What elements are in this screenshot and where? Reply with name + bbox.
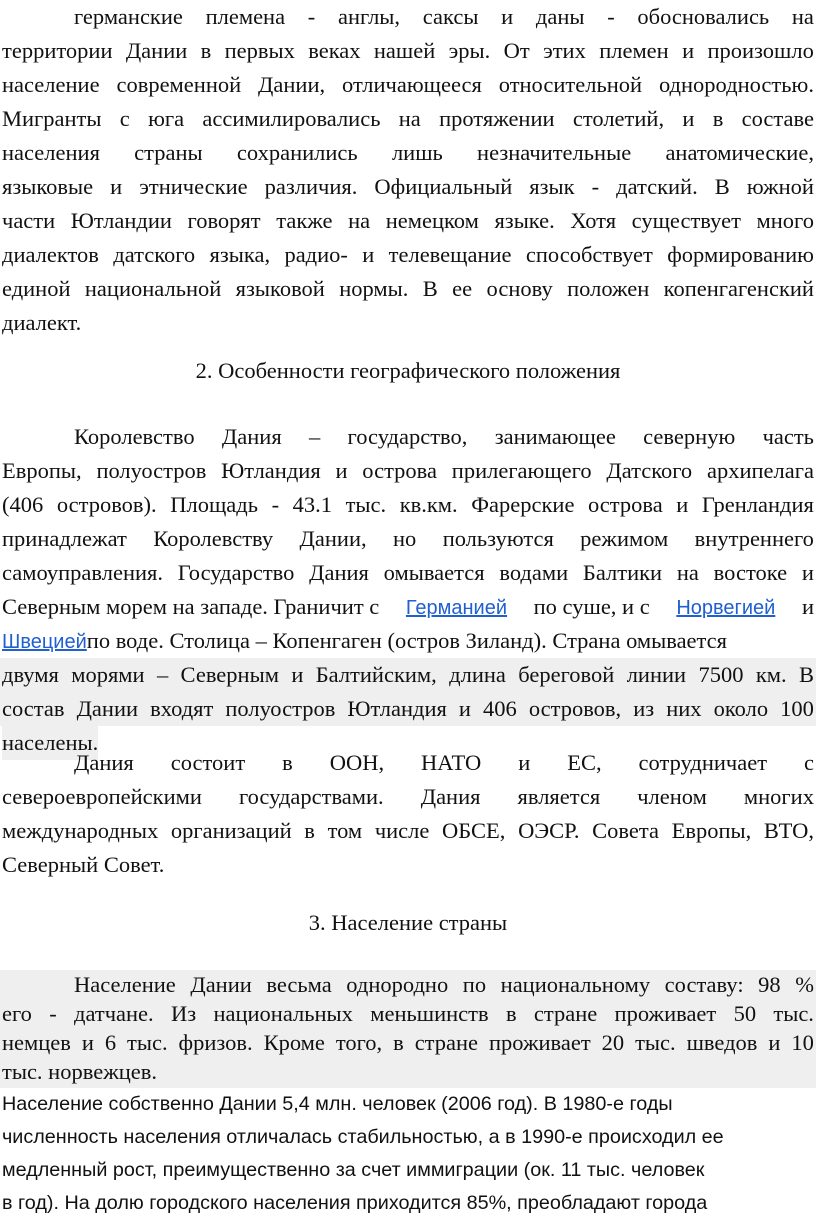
word: В: [422, 276, 438, 301]
word: состоит: [170, 750, 246, 775]
word: и: [335, 458, 348, 483]
word: и: [676, 492, 689, 517]
word: веках: [308, 38, 361, 63]
text-segment: и: [801, 594, 814, 619]
word: Официальный: [374, 174, 513, 199]
word: его: [2, 1001, 32, 1026]
word: и: [768, 1030, 781, 1055]
word: составе: [741, 106, 814, 131]
word: омывается: [383, 560, 485, 585]
word: фризов.: [178, 1030, 253, 1055]
word: из: [633, 696, 655, 721]
word: ассимилировались: [202, 106, 381, 131]
word: племен: [599, 38, 669, 63]
word: германские: [74, 4, 183, 29]
word: -: [607, 4, 615, 29]
word: –: [308, 424, 321, 449]
word: Дания: [420, 784, 481, 809]
word: ОБСЕ,: [442, 818, 506, 843]
word: занимающее: [494, 424, 616, 449]
word: пользуются: [442, 526, 554, 551]
word: Дании: [76, 696, 139, 721]
word: северную: [643, 424, 736, 449]
text-line: [0, 780, 816, 814]
section-heading-geography: 2. Особенности географического положения: [195, 358, 621, 383]
word: нашей: [373, 38, 436, 63]
text-line: [0, 0, 816, 34]
word: однородно: [346, 972, 449, 997]
word: и: [291, 662, 304, 687]
text-line: [0, 970, 816, 999]
word: положен: [567, 276, 650, 301]
word: Население: [74, 972, 176, 997]
text-segment: по суше, и с: [533, 594, 650, 619]
word: много: [756, 208, 814, 233]
word: языковые: [2, 174, 94, 199]
word: нормы.: [339, 276, 409, 301]
link-norway[interactable]: Норвегией: [676, 597, 776, 619]
word: на: [791, 4, 814, 29]
word: полуостров: [96, 458, 207, 483]
word: тыс.: [345, 492, 387, 517]
word: ее: [452, 276, 473, 301]
text-line: [0, 204, 816, 238]
word: Площадь: [170, 492, 258, 517]
word: телевещание: [388, 242, 512, 267]
word: Государство: [177, 560, 295, 585]
word: Мигранты: [2, 106, 102, 131]
word: этих: [543, 38, 586, 63]
word: языковой: [235, 276, 325, 301]
word: Северным: [180, 662, 279, 687]
word: режимом: [580, 526, 669, 551]
word: ВТО,: [763, 818, 814, 843]
word: членом: [637, 784, 707, 809]
word: в: [712, 106, 724, 131]
word: современной: [116, 72, 242, 97]
word: диалектов: [2, 242, 99, 267]
word: 406: [483, 696, 517, 721]
word: том: [327, 818, 363, 843]
word: Балтийским,: [315, 662, 437, 687]
word: лишь: [391, 140, 443, 165]
word: юга: [148, 106, 185, 131]
text-line: [0, 68, 816, 102]
text-line: [0, 136, 816, 170]
word: -: [49, 1001, 57, 1026]
word: 10: [791, 1030, 814, 1055]
word: полуостров: [225, 696, 336, 721]
word: Дании: [125, 38, 188, 63]
word: но: [393, 526, 417, 551]
text-line: медленный рост, преимущественно за счет иммиграции (ок. 11 тыс. человек: [2, 1159, 705, 1181]
paragraph-population-size: [0, 1088, 816, 1220]
text-segment: Северным морем на западе. Граничит с: [2, 594, 380, 619]
word: формированию: [667, 242, 814, 267]
word: протяжении: [439, 106, 555, 131]
word: и: [518, 750, 531, 775]
text-line: [0, 590, 816, 624]
word: произошло: [707, 38, 814, 63]
word: От: [503, 38, 530, 63]
text-line: диалект.: [2, 310, 82, 335]
word: национальных: [213, 1001, 353, 1026]
word: 50: [733, 1001, 757, 1026]
word: государство,: [347, 424, 468, 449]
word: основу: [486, 276, 553, 301]
word: этнические: [139, 174, 248, 199]
paragraph-geography: [0, 420, 816, 760]
text-line: [0, 522, 816, 556]
word: единой: [2, 276, 71, 301]
word: Ютландии: [70, 208, 172, 233]
text-line: [0, 692, 816, 726]
word: и: [801, 560, 814, 585]
word: них: [666, 696, 702, 721]
word: столетий,: [572, 106, 665, 131]
word: внутреннего: [694, 526, 814, 551]
word: составу:: [664, 972, 744, 997]
word: %: [795, 972, 814, 997]
word: стране: [414, 1030, 479, 1055]
word: населения: [2, 140, 100, 165]
word: на: [676, 560, 699, 585]
word: Дания: [74, 750, 134, 775]
text-line: [0, 34, 816, 68]
word: Королевству: [153, 526, 274, 551]
word: В: [798, 662, 814, 687]
word: язык: [529, 174, 575, 199]
word: части: [2, 208, 56, 233]
word: страны: [134, 140, 203, 165]
word: водами: [499, 560, 569, 585]
word: государствами.: [238, 784, 384, 809]
text-line: [0, 556, 816, 590]
word: проживает: [614, 1001, 717, 1026]
word: Фарерские: [471, 492, 575, 517]
word: южной: [746, 174, 814, 199]
word: двумя: [2, 662, 59, 687]
word: длина: [449, 662, 506, 687]
paragraph-membership: [0, 746, 816, 882]
text-line: численность населения отличалась стабильностью, а в 1990-е происходил ее: [2, 1126, 724, 1148]
paragraph-ethnic-composition: [0, 970, 816, 1088]
word: англы,: [337, 4, 401, 29]
paragraph-language: [0, 0, 816, 340]
word: стране: [533, 1001, 598, 1026]
word: эры.: [448, 38, 491, 63]
text-segment: по воде. Столица – Копенгаген (остров Зиланд). Страна омывается: [86, 628, 727, 653]
word: и: [362, 242, 375, 267]
link-germany[interactable]: Германией: [405, 597, 508, 619]
word: НАТО: [421, 750, 482, 775]
word: тыс.: [635, 1030, 676, 1055]
word: и: [501, 4, 514, 29]
word: в: [200, 38, 212, 63]
word: североевропейскими: [2, 784, 202, 809]
word: шведов: [686, 1030, 758, 1055]
word: на: [398, 106, 421, 131]
word: радио-: [284, 242, 348, 267]
word: племена: [205, 4, 286, 29]
text-line: Население собственно Дании 5,4 млн. человек (2006 год). В 1980-е годы: [2, 1093, 673, 1115]
text-line: [0, 170, 816, 204]
word: острова: [362, 458, 437, 483]
word: -: [271, 492, 280, 517]
word: кв.км.: [399, 492, 458, 517]
word: сохранились: [236, 140, 358, 165]
word: является: [517, 784, 601, 809]
word: Гренландия: [701, 492, 814, 517]
word: на: [348, 208, 371, 233]
text-line: [0, 658, 816, 692]
word: Совета: [592, 818, 659, 843]
word: и: [458, 696, 471, 721]
word: ЕС,: [567, 750, 602, 775]
text-line: [0, 999, 816, 1028]
word: Ютландия: [221, 458, 321, 483]
word: языке.: [494, 208, 555, 233]
word: Королевство: [74, 424, 195, 449]
text-line: [0, 488, 816, 522]
word: Дании,: [258, 72, 326, 97]
word: в: [393, 1030, 404, 1055]
word: того,: [335, 1030, 383, 1055]
word: меньшинств: [370, 1001, 489, 1026]
word: Европы,: [671, 818, 752, 843]
word: и: [110, 174, 123, 199]
word: (406: [2, 492, 44, 517]
word: копенгагенский: [663, 276, 814, 301]
word: различия.: [264, 174, 358, 199]
word: датский.: [616, 174, 698, 199]
word: тыс.: [773, 1001, 814, 1026]
word: Дания: [309, 560, 369, 585]
word: входят: [150, 696, 214, 721]
word: востоке: [713, 560, 788, 585]
word: -: [591, 174, 600, 199]
word: и: [682, 38, 695, 63]
word: около: [713, 696, 769, 721]
word: отличающееся: [342, 72, 482, 97]
word: с: [119, 106, 130, 131]
word: 100: [780, 696, 814, 721]
section-heading-population: 3. Население страны: [308, 910, 508, 935]
word: и: [81, 1030, 94, 1055]
text-line: в год). На долю городского населения приходится 85%, преобладают города: [2, 1192, 708, 1214]
text-line: [0, 238, 816, 272]
word: сотрудничает: [638, 750, 768, 775]
word: и: [682, 106, 695, 131]
text-line: [0, 624, 816, 658]
word: Ютландия: [347, 696, 447, 721]
word: в: [505, 1001, 517, 1026]
word: числе: [374, 818, 430, 843]
text-line: [0, 746, 816, 780]
word: Балтики: [582, 560, 663, 585]
word: международных: [2, 818, 159, 843]
word: островов).: [56, 492, 157, 517]
word: территории: [2, 38, 113, 63]
word: даны: [535, 4, 585, 29]
word: тыс.: [127, 1030, 168, 1055]
text-line: [0, 420, 816, 454]
word: км.: [755, 662, 787, 687]
word: прилегающего: [451, 458, 592, 483]
word: острова: [588, 492, 663, 517]
word: существует: [631, 208, 741, 233]
text-line: [0, 1028, 816, 1057]
text-line: Северный Совет.: [2, 852, 165, 877]
word: принадлежат: [2, 526, 127, 551]
word: анатомические,: [665, 140, 814, 165]
word: способствует: [525, 242, 653, 267]
word: население: [2, 72, 100, 97]
word: национальному: [500, 972, 651, 997]
word: в: [304, 818, 315, 843]
word: Дании: [190, 972, 252, 997]
word: Кроме: [263, 1030, 325, 1055]
word: часть: [762, 424, 814, 449]
word: однородностью.: [658, 72, 814, 97]
word: 6: [104, 1030, 117, 1055]
word: Дании,: [299, 526, 367, 551]
word: 7500: [698, 662, 744, 687]
word: датского: [113, 242, 196, 267]
word: с: [804, 750, 814, 775]
word: саксы: [422, 4, 479, 29]
text-line: [0, 272, 816, 306]
word: –: [156, 662, 169, 687]
word: 98: [758, 972, 781, 997]
word: морями: [71, 662, 145, 687]
word: береговой: [518, 662, 615, 687]
word: самоуправления.: [2, 560, 164, 585]
word: первых: [224, 38, 295, 63]
text-line: [0, 814, 816, 848]
text-line: тыс. норвежцев.: [2, 1059, 158, 1084]
word: линии: [626, 662, 687, 687]
word: немецком: [385, 208, 479, 233]
word: ООН,: [329, 750, 385, 775]
word: Хотя: [570, 208, 617, 233]
word: датчане.: [74, 1001, 154, 1026]
word: В: [714, 174, 730, 199]
word: в: [282, 750, 293, 775]
word: состав: [2, 696, 65, 721]
word: незначительные: [477, 140, 632, 165]
word: Из: [170, 1001, 197, 1026]
word: немцев: [2, 1030, 71, 1055]
word: по: [462, 972, 487, 997]
word: национальной: [84, 276, 222, 301]
text-segment: населены.: [2, 726, 98, 760]
word: относительной: [498, 72, 643, 97]
word: организаций: [170, 818, 292, 843]
word: многих: [743, 784, 814, 809]
word: говорят: [187, 208, 261, 233]
word: обосновались: [637, 4, 770, 29]
word: Европы,: [2, 458, 82, 483]
word: 20: [601, 1030, 625, 1055]
word: ОЭСР.: [518, 818, 580, 843]
word: весьма: [266, 972, 332, 997]
word: языка,: [209, 242, 271, 267]
word: Датского: [606, 458, 693, 483]
link-sweden[interactable]: Швецией: [2, 631, 87, 653]
word: островов,: [528, 696, 622, 721]
text-line: [0, 454, 816, 488]
text-line: [0, 102, 816, 136]
word: проживает: [488, 1030, 591, 1055]
word: -: [307, 4, 316, 29]
word: Дания: [221, 424, 282, 449]
word: архипелага: [706, 458, 814, 483]
word: 43.1: [292, 492, 332, 517]
word: также: [276, 208, 333, 233]
